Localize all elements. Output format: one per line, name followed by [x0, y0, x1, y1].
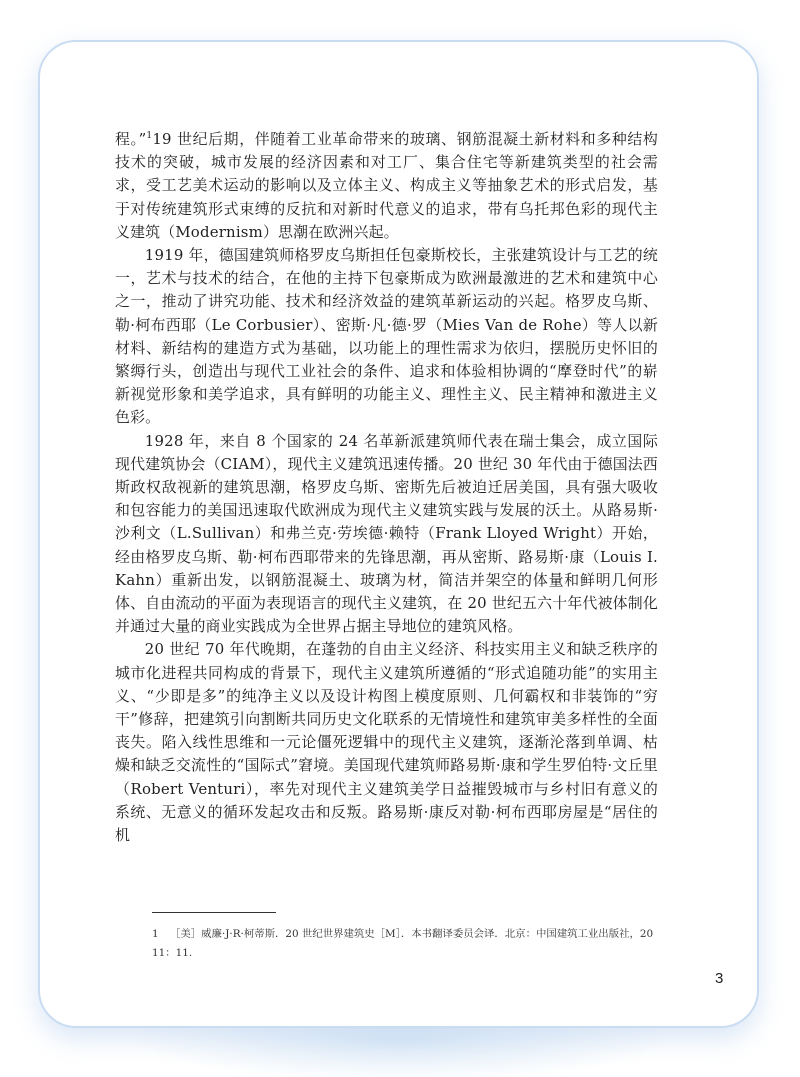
- footnote-reference[interactable]: 1: [146, 131, 153, 142]
- body-text: [115, 128, 658, 847]
- paragraph-1-lead: 程。”: [115, 130, 147, 148]
- paragraph-2: 1919 年，德国建筑师格罗皮乌斯担任包豪斯校长，主张建筑设计与工艺的统一，艺术与技术的结合，在他的主持下包豪斯成为欧洲最激进的艺术和建筑中心之一，推动了讲究功能、技术和经济效益的建筑革新运动的兴起。格罗皮乌斯、勒·柯布西耶（Le Corbusier）、密斯·凡·德·罗（Mies Van de Rohe）等人以新材料、新结构的建造方式为基础，以功能上的理性需求为依归，摆脱历史怀旧的繁缛行头，创造出与现代工业社会的条件、追求和体验相协调的“摩登时代”的崭新视觉形象和美学追求，具有鲜明的功能主义、理性主义、民主精神和激进主义色彩。: [115, 246, 658, 427]
- paragraph-1: [115, 128, 658, 244]
- paragraph-4: 20 世纪 70 年代晚期，在蓬勃的自由主义经济、科技实用主义和缺乏秩序的城市化进程共同构成的背景下，现代主义建筑所遵循的“形式追随功能”的实用主义、“少即是多”的纯净主义以及设计构图上模度原则、几何霸权和非装饰的“穷干”修辞，把建筑引向割断共同历史文化联系的无情境性和建筑审美多样性的全面丧失。陷入线性思维和一元论僵死逻辑中的现代主义建筑，逐渐沦落到单调、枯燥和缺乏交流性的“国际式”窘境。美国现代建筑师路易斯·康和学生罗伯特·文丘里（Robert Venturi），率先对现代主义建筑美学日益摧毁城市与乡村旧有意义的系统、无意义的循环发起攻击和反叛。路易斯·康反对勒·柯布西耶房屋是“居住的机: [115, 640, 658, 845]
- footnote-number: 1: [152, 928, 159, 940]
- page-number: 3: [715, 970, 724, 987]
- footnote-divider: [152, 912, 276, 913]
- footnote-text: ［美］威廉·J·R·柯蒂斯．20 世纪世界建筑史［M］．本书翻译委员会译．北京：中国建筑工业出版社，2011：11.: [152, 928, 654, 959]
- paragraph-1-text: 19 世纪后期，伴随着工业革命带来的玻璃、钢筋混凝土新材料和多种结构技术的突破，城市发展的经济因素和对工厂、集合住宅等新建筑类型的社会需求，受工艺美术运动的影响以及立体主义、构成主义等抽象艺术的形式启发，基于对传统建筑形式束缚的反抗和对新时代意义的追求，带有乌托邦色彩的现代主义建筑（Modernism）思潮在欧洲兴起。: [115, 130, 658, 241]
- footnote: [152, 925, 657, 962]
- paragraph-3: 1928 年，来自 8 个国家的 24 名革新派建筑师代表在瑞士集会，成立国际现代建筑协会（CIAM），现代主义建筑迅速传播。20 世纪 30 年代由于德国法西斯政权敌视新的建筑思潮，格罗皮乌斯、密斯先后被迫迁居美国，具有强大吸收和包容能力的美国迅速取代欧洲成为现代主义建筑实践与发展的沃土。从路易斯·沙利文（L.Sullivan）和弗兰克·劳埃德·赖特（Frank Lloyed Wright）开始，经由格罗皮乌斯、勒·柯布西耶带来的先锋思潮，再从密斯、路易斯·康（Louis I.Kahn）重新出发，以钢筋混凝土、玻璃为材，简洁并架空的体量和鲜明几何形体、自由流动的平面为表现语言的现代主义建筑，在 20 世纪五六十年代被体制化并通过大量的商业实践成为全世界占据主导地位的建筑风格。: [115, 431, 658, 636]
